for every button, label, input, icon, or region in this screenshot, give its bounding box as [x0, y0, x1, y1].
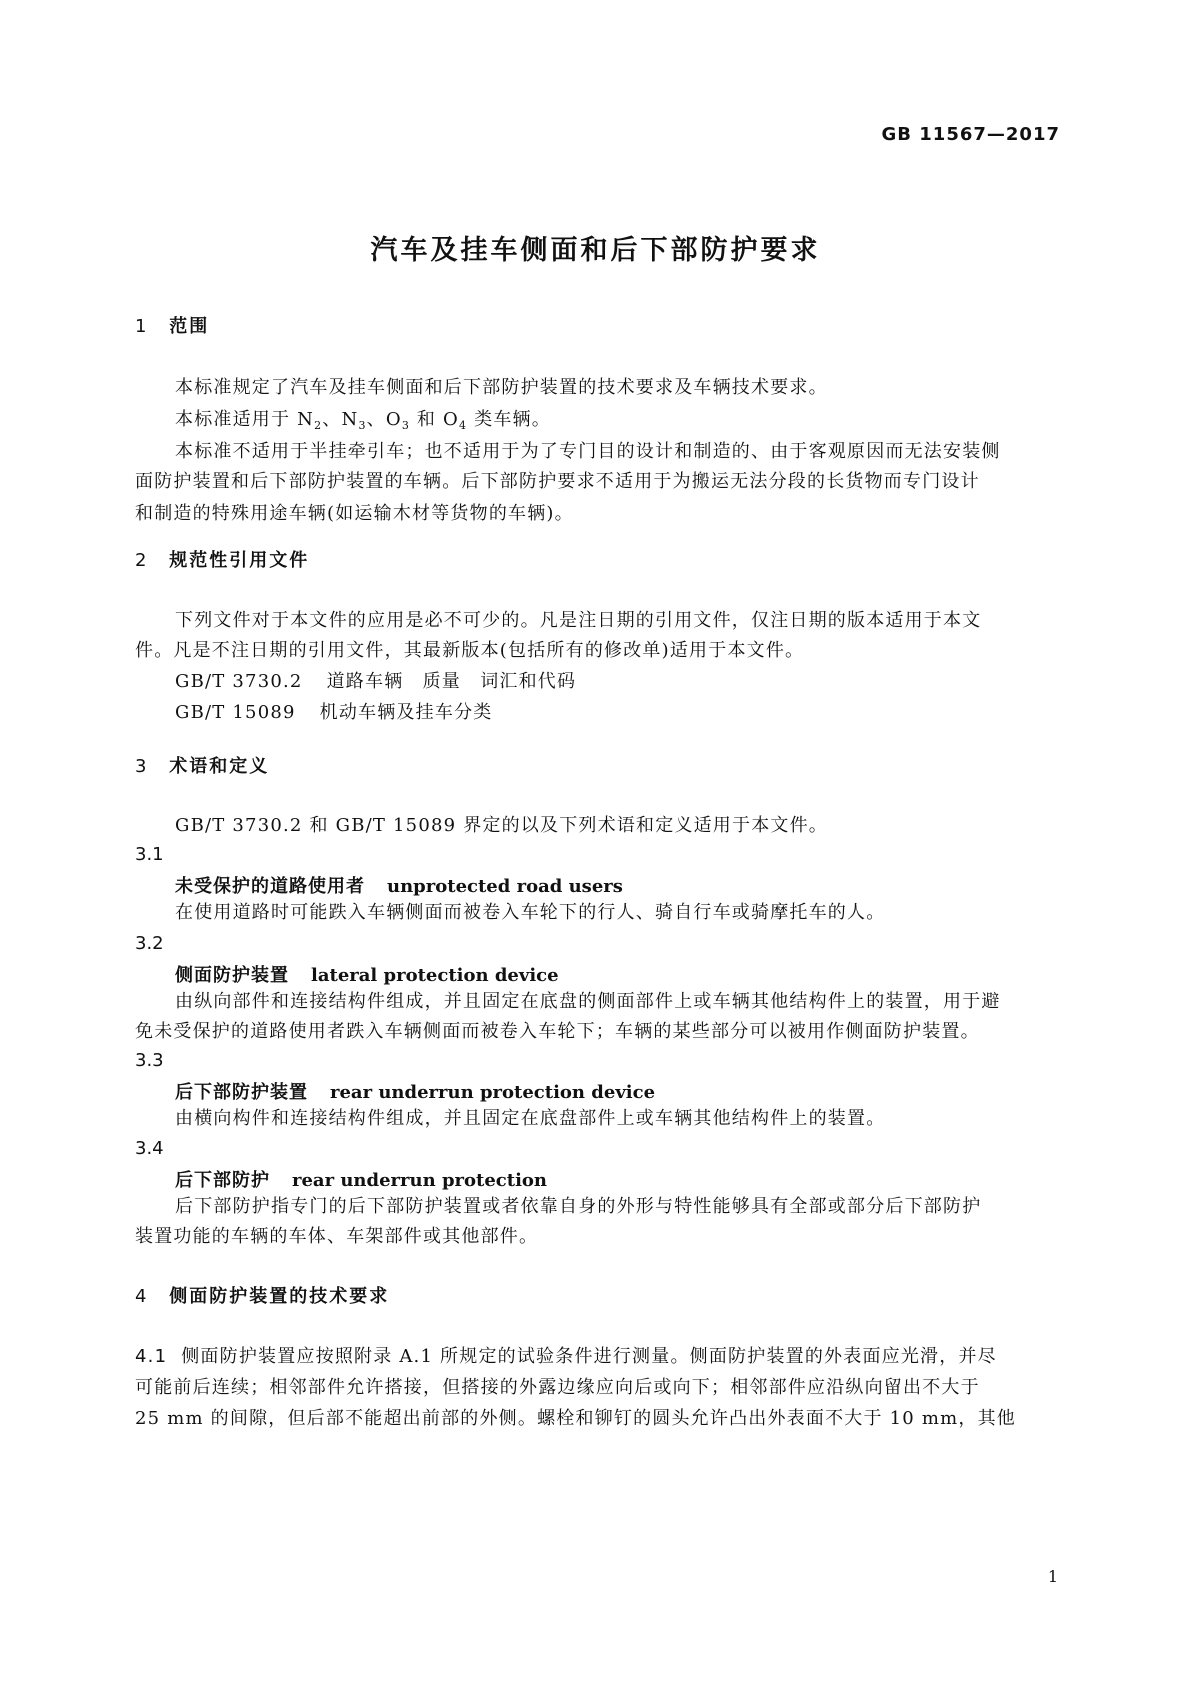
term-heading: 侧面防护装置 lateral protection device — [175, 965, 559, 986]
paragraph: 本标准规定了汽车及挂车侧面和后下部防护装置的技术要求及车辆技术要求。 — [175, 377, 828, 398]
section-number: 4 — [135, 1286, 149, 1307]
section-title: 术语和定义 — [169, 756, 270, 777]
term-definition: 后下部防护指专门的后下部防护装置或者依靠自身的外形与特性能够具有全部或部分后下部防护 — [175, 1196, 982, 1217]
section-title: 规范性引用文件 — [169, 550, 310, 571]
section-2-heading — [135, 546, 309, 572]
paragraph-continued: 面防护装置和后下部防护装置的车辆。后下部防护要求不适用于为搬运无法分段的长货物而专门设计 — [135, 471, 980, 492]
term-definition: 由纵向部件和连接结构件组成，并且固定在底盘的侧面部件上或车辆其他结构件上的装置，用于避 — [175, 991, 1001, 1012]
paragraph: 下列文件对于本文件的应用是必不可少的。凡是注日期的引用文件，仅注日期的版本适用于本文 — [175, 610, 982, 631]
section-number: 1 — [135, 316, 149, 337]
term-definition-continued: 免未受保护的道路使用者跌入车辆侧面而被卷入车轮下；车辆的某些部分可以被用作侧面防护装置。 — [135, 1021, 980, 1042]
section-1-heading — [135, 312, 209, 338]
paragraph-continued: 件。凡是不注日期的引用文件，其最新版本(包括所有的修改单)适用于本文件。 — [135, 640, 805, 661]
clause-number: 3.1 — [135, 844, 164, 865]
section-3-heading — [135, 752, 269, 778]
section-number: 3 — [135, 756, 149, 777]
paragraph-continued: 和制造的特殊用途车辆(如运输木材等货物的车辆)。 — [135, 503, 574, 524]
term-heading: 后下部防护 rear underrun protection — [175, 1170, 548, 1191]
standard-number: GB 11567—2017 — [881, 124, 1060, 145]
term-heading: 未受保护的道路使用者 unprotected road users — [175, 876, 623, 897]
term-definition: 在使用道路时可能跌入车辆侧面而被卷入车轮下的行人、骑自行车或骑摩托车的人。 — [175, 902, 886, 923]
document-title: 汽车及挂车侧面和后下部防护要求 — [370, 235, 821, 266]
section-number: 2 — [135, 550, 149, 571]
paragraph: 本标准不适用于半挂牵引车；也不适用于为了专门目的设计和制造的、由于客观原因而无法安装侧 — [175, 441, 1001, 462]
paragraph-continued: 可能前后连续；相邻部件允许搭接，但搭接的外露边缘应向后或向下；相邻部件应沿纵向留出不大于 — [135, 1377, 980, 1398]
clause-4-1: 4.1 侧面防护装置应按照附录 A.1 所规定的试验条件进行测量。侧面防护装置的外表面应光滑，并尽 — [135, 1346, 997, 1367]
clause-number: 3.4 — [135, 1138, 164, 1159]
term-definition: 由横向构件和连接结构件组成，并且固定在底盘部件上或车辆其他结构件上的装置。 — [175, 1108, 886, 1129]
section-title: 侧面防护装置的技术要求 — [169, 1286, 390, 1307]
paragraph: 本标准适用于 $N_2$、$N_3$、$O_3$ 和 $O_4$ 类车辆。 — [175, 409, 551, 432]
normative-reference: GB/T 3730.2 道路车辆 质量 词汇和代码 — [175, 671, 577, 692]
term-heading: 后下部防护装置 rear underrun protection device — [175, 1082, 656, 1103]
normative-reference: GB/T 15089 机动车辆及挂车分类 — [175, 702, 493, 723]
section-4-heading — [135, 1282, 389, 1308]
clause-number: 3.3 — [135, 1050, 164, 1071]
clause-number: 3.2 — [135, 933, 164, 954]
section-title: 范围 — [169, 316, 210, 337]
page-number: 1 — [1047, 1567, 1058, 1586]
paragraph: GB/T 3730.2 和 GB/T 15089 界定的以及下列术语和定义适用于本文件。 — [175, 815, 829, 836]
term-definition-continued: 装置功能的车辆的车体、车架部件或其他部件。 — [135, 1226, 539, 1247]
paragraph-continued: 25 mm 的间隙，但后部不能超出前部的外侧。螺栓和铆钉的圆头允许凸出外表面不大于 10 mm，其他 — [135, 1408, 1016, 1429]
